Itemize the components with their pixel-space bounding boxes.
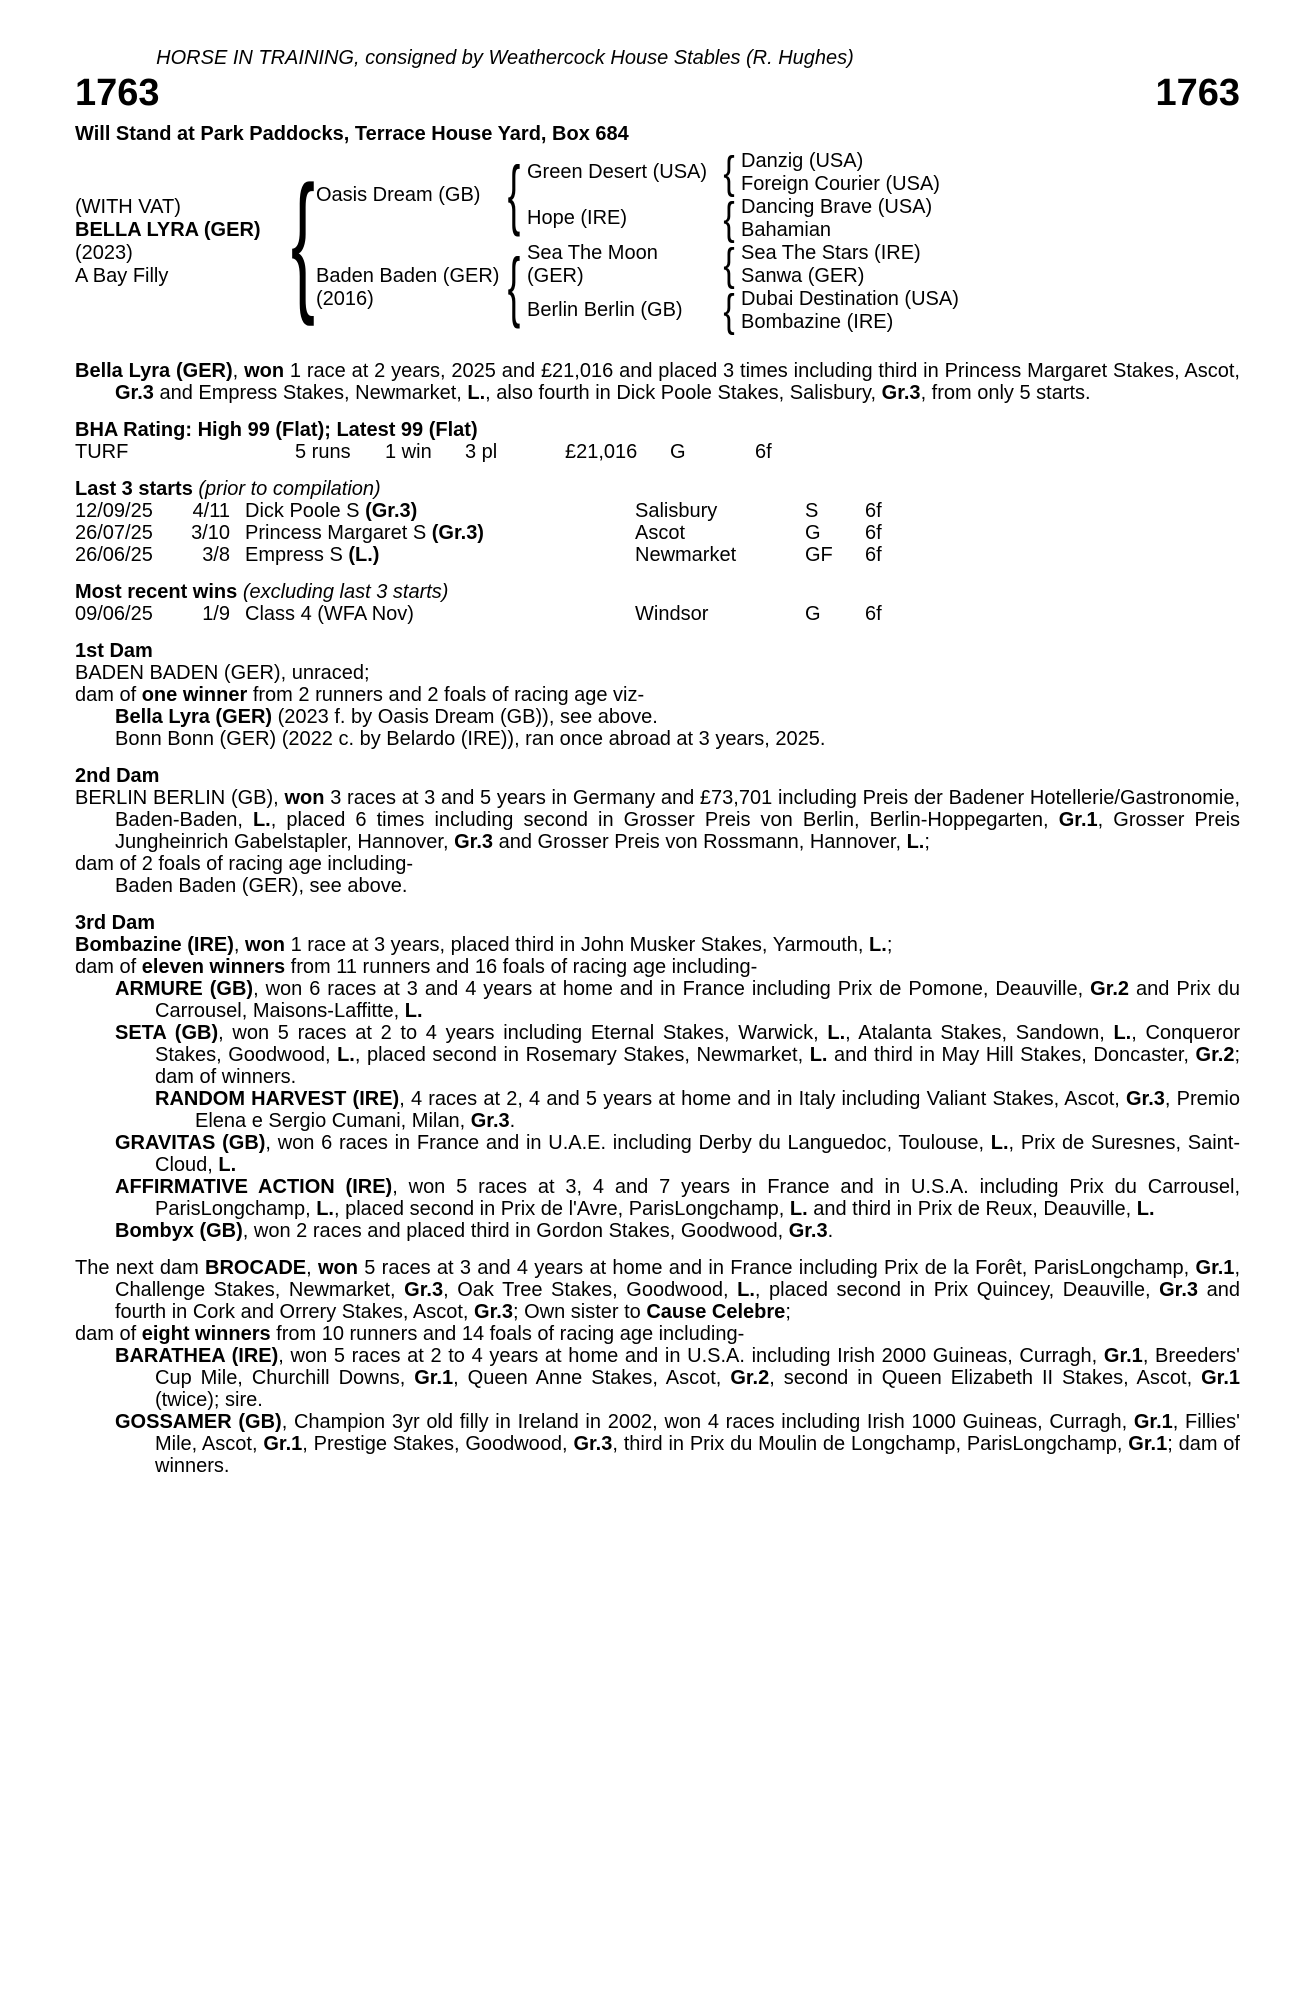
progeny-entry: Bella Lyra (GER) (2023 f. by Oasis Dream (GB)), see above.	[115, 705, 658, 728]
race-date: 09/06/25	[75, 602, 153, 625]
great-grandsire-name: Sea The Stars (IRE)	[741, 241, 921, 264]
runs-count: 5 runs	[295, 440, 351, 463]
brace-glyph: {	[290, 155, 316, 328]
progeny-entry: GOSSAMER (GB), Champion 3yr old filly in Ireland in 2002, won 4 races including Irish 1000 Guineas, Curragh, Gr.1, Fillies' Mile, Ascot, Gr.1, Prestige Stakes, Goodwood, Gr.3, third in Prix du Moulin de Longchamp, ParisLongchamp, Gr.1; dam of winners.	[115, 1410, 1240, 1477]
great-grandsire-name: Danzig (USA)	[741, 149, 864, 172]
granddam-name: Hope (IRE)	[527, 207, 628, 230]
first-dam-section	[75, 640, 1240, 750]
progeny-entry: GRAVITAS (GB), won 6 races in France and in U.A.E. including Derby du Languedoc, Toulouse, L., Prix de Suresnes, Saint-Cloud, L.	[115, 1131, 1240, 1176]
brace-glyph: {	[723, 148, 735, 198]
bha-rating-section	[75, 419, 1240, 463]
grandsire-branch	[527, 242, 1240, 288]
bha-rating: BHA Rating: High 99 (Flat); Latest 99 (Flat)	[75, 418, 478, 441]
distance: 6f	[865, 543, 882, 566]
grandsire-name: Sea The Moon (GER)	[527, 241, 658, 287]
table-row	[75, 500, 1240, 522]
brace-glyph: {	[507, 152, 521, 239]
racecourse: Windsor	[635, 602, 709, 625]
great-granddam-name: Bahamian	[741, 218, 832, 241]
dam-text: The next dam BROCADE, won 5 races at 3 and 4 years at home and in France including Prix de la Forêt, ParisLongchamp, Gr.1, Challenge Stakes, Newmarket, Gr.3, Oak Tree Stakes, Goodwood, L., placed second in Prix Quincey, Deauville, Gr.3 and fourth in Cork and Orrery Stakes, Ascot, Gr.3; Own sister to Cause Celebre;	[75, 1256, 1240, 1323]
going: GF	[805, 543, 833, 566]
grandsire-name: Green Desert (USA)	[527, 161, 708, 184]
most-recent-wins-section	[75, 581, 1240, 625]
brace-icon	[717, 286, 741, 336]
turf-statistics-row	[75, 441, 1240, 463]
section-heading: Most recent wins (excluding last 3 starts)	[75, 580, 449, 603]
going: S	[805, 499, 819, 522]
dam-text: dam of 2 foals of racing age including-	[75, 852, 413, 875]
distance: 6f	[865, 521, 882, 544]
great-granddam-name: Foreign Courier (USA)	[741, 172, 940, 195]
race-date: 12/09/25	[75, 499, 153, 522]
brace-icon	[717, 240, 741, 290]
race-name: Dick Poole S (Gr.3)	[245, 499, 418, 522]
going: G	[670, 440, 686, 463]
next-dam-section	[75, 1257, 1240, 1477]
grandsire-branch	[527, 150, 1240, 196]
distance: 6f	[865, 602, 882, 625]
granddam-name: Berlin Berlin (GB)	[527, 299, 683, 322]
brace-glyph: {	[723, 286, 735, 336]
great-granddam-name: Sanwa (GER)	[741, 264, 865, 287]
progeny-entry: SETA (GB), won 5 races at 2 to 4 years including Eternal Stakes, Warwick, L., Atalanta Stakes, Sandown, L., Conqueror Stakes, Goodwood, L., placed second in Rosemary Stakes, Newmarket, L. and third in May Hill Stakes, Doncaster, Gr.2; dam of winners.	[115, 1021, 1241, 1088]
lot-number-left: 1763	[75, 72, 160, 114]
racecourse: Salisbury	[635, 499, 718, 522]
lot-number-row	[75, 74, 1240, 114]
pedigree-table	[75, 150, 1240, 334]
brace-icon	[717, 194, 741, 244]
vat-note: (WITH VAT)	[75, 195, 181, 218]
finish-position: 3/10	[191, 521, 230, 544]
progeny-entry: Bonn Bonn (GER) (2022 c. by Belardo (IRE)), ran once abroad at 3 years, 2025.	[115, 727, 826, 750]
going: G	[805, 521, 821, 544]
table-row	[75, 603, 1240, 625]
horse-details	[75, 196, 290, 288]
distance: 6f	[755, 440, 772, 463]
dam-text: BERLIN BERLIN (GB), won 3 races at 3 and 5 years in Germany and £73,701 including Preis der Badener Hotellerie/Gastronomie, Baden-Baden, L., placed 6 times including second in Grosser Preis von Berlin, Berlin-Hoppegarten, Gr.1, Grosser Preis Jungheinrich Gabelstapler, Hannover, Gr.3 and Grosser Preis von Rossmann, Hannover, L.;	[75, 786, 1241, 853]
great-grandparents	[741, 288, 1240, 334]
third-dam-section	[75, 912, 1240, 1242]
foal-year: (2023)	[75, 241, 133, 264]
finish-position: 1/9	[202, 602, 230, 625]
sire-parents	[527, 150, 1240, 242]
colour-sex: A Bay Filly	[75, 264, 169, 287]
brace-glyph: {	[723, 194, 735, 244]
finish-position: 3/8	[202, 543, 230, 566]
dam-heading: 2nd Dam	[75, 764, 160, 787]
brace-glyph: {	[723, 240, 735, 290]
race-name: Princess Margaret S (Gr.3)	[245, 521, 484, 544]
brace-icon	[501, 244, 527, 331]
dam-text: dam of eleven winners from 11 runners and 16 foals of racing age including-	[75, 955, 758, 978]
progeny-entry: BARATHEA (IRE), won 5 races at 2 to 4 years at home and in U.S.A. including Irish 2000 Guineas, Curragh, Gr.1, Breeders' Cup Mile, Churchill Downs, Gr.1, Queen Anne Stakes, Ascot, Gr.2, second in Queen Elizabeth II Stakes, Ascot, Gr.1 (twice); sire.	[115, 1344, 1241, 1411]
dam-parents	[527, 242, 1240, 334]
surface-label: TURF	[75, 440, 129, 463]
second-dam-section	[75, 765, 1240, 897]
race-date: 26/06/25	[75, 543, 153, 566]
sire-name: Oasis Dream (GB)	[316, 184, 481, 207]
dam-heading: 1st Dam	[75, 639, 153, 662]
consignment-header: HORSE IN TRAINING, consigned by Weathercock House Stables (R. Hughes)	[156, 47, 854, 69]
progeny-entry: RANDOM HARVEST (IRE), 4 races at 2, 4 and 5 years at home and in Italy including Valiant Stakes, Ascot, Gr.3, Premio Elena e Sergio Cumani, Milan, Gr.3.	[155, 1087, 1240, 1132]
granddam-branch	[527, 196, 1240, 242]
progeny-entry: Baden Baden (GER), see above.	[115, 874, 408, 897]
dam-heading: 3rd Dam	[75, 911, 156, 934]
finish-position: 4/11	[192, 499, 230, 522]
brace-icon	[290, 155, 316, 328]
brace-icon	[501, 152, 527, 239]
dam-branch	[316, 242, 1240, 334]
great-grandparents	[741, 196, 1240, 242]
dam-text: BADEN BADEN (GER), unraced;	[75, 661, 370, 684]
pedigree-branches	[316, 150, 1240, 334]
section-heading: Last 3 starts (prior to compilation)	[75, 477, 381, 500]
brace-icon	[717, 148, 741, 198]
table-row	[75, 522, 1240, 544]
places-count: 3 pl	[465, 440, 498, 463]
sire-branch	[316, 150, 1240, 242]
racecourse: Newmarket	[635, 543, 737, 566]
wins-count: 1 win	[385, 440, 432, 463]
great-grandsire-name: Dancing Brave (USA)	[741, 195, 933, 218]
going: G	[805, 602, 821, 625]
distance: 6f	[865, 499, 882, 522]
dam-name: Baden Baden (GER)	[316, 264, 500, 287]
race-name: Empress S (L.)	[245, 543, 380, 566]
last-three-starts-section	[75, 478, 1240, 566]
dam-year: (2016)	[316, 287, 374, 310]
race-name: Class 4 (WFA Nov)	[245, 602, 414, 625]
dam-text: dam of one winner from 2 runners and 2 foals of racing age viz-	[75, 683, 645, 706]
granddam-branch	[527, 288, 1240, 334]
dam-text: dam of eight winners from 10 runners and 14 foals of racing age including-	[75, 1322, 745, 1345]
great-grandparents	[741, 242, 1240, 288]
progeny-entry: AFFIRMATIVE ACTION (IRE), won 5 races at 3, 4 and 7 years in France and in U.S.A. including Prix du Carrousel, ParisLongchamp, L., placed second in Prix de l'Avre, ParisLongchamp, L. and third in Prix de Reux, Deauville, L.	[115, 1175, 1241, 1220]
great-granddam-name: Bombazine (IRE)	[741, 310, 894, 333]
earnings: £21,016	[565, 440, 638, 463]
stand-location: Will Stand at Park Paddocks, Terrace House Yard, Box 684	[75, 122, 629, 145]
great-grandparents	[741, 150, 1240, 196]
brace-glyph: {	[507, 244, 521, 331]
horse-name: BELLA LYRA (GER)	[75, 218, 261, 241]
great-grandsire-name: Dubai Destination (USA)	[741, 287, 959, 310]
dam-text: Bombazine (IRE), won 1 race at 3 years, placed third in John Musker Stakes, Yarmouth, L.;	[75, 933, 893, 956]
progeny-entry: ARMURE (GB), won 6 races at 3 and 4 years at home and in France including Prix de Pomone, Deauville, Gr.2 and Prix du Carrousel, Maisons-Laffitte, L.	[115, 977, 1240, 1022]
progeny-entry: Bombyx (GB), won 2 races and placed third in Gordon Stakes, Goodwood, Gr.3.	[115, 1219, 834, 1242]
table-row	[75, 544, 1240, 566]
lot-number-right: 1763	[1155, 72, 1240, 114]
dam-name-block	[316, 265, 501, 311]
race-record-summary: Bella Lyra (GER), won 1 race at 2 years, 2025 and £21,016 and placed 3 times including third in Princess Margaret Stakes, Ascot, Gr.3 and Empress Stakes, Newmarket, L., also fourth in Dick Poole Stakes, Salisbury, Gr.3, from only 5 starts.	[75, 359, 1240, 404]
racecourse: Ascot	[635, 521, 686, 544]
race-date: 26/07/25	[75, 521, 153, 544]
